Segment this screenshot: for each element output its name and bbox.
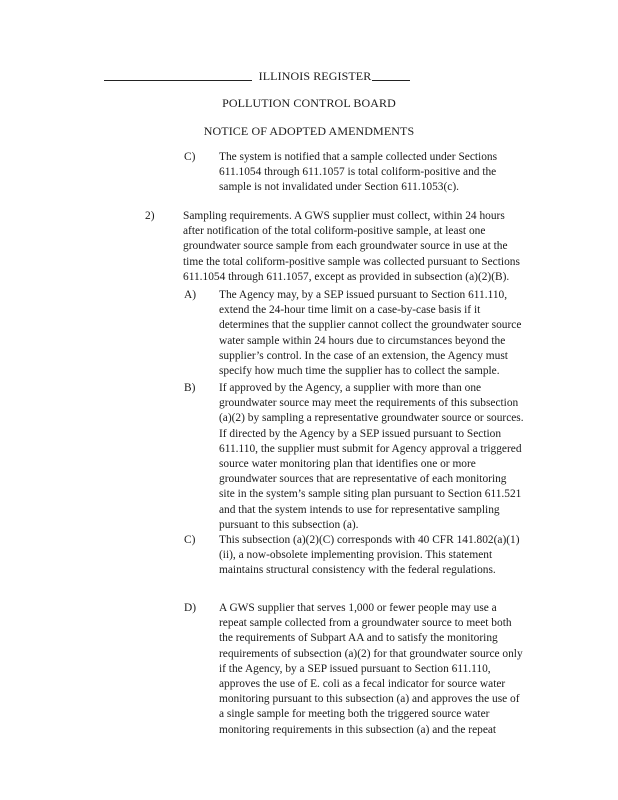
item-label: 2) xyxy=(145,210,155,222)
item-label: B) xyxy=(184,382,196,394)
item-label: D) xyxy=(184,602,197,614)
item-text: The Agency may, by a SEP issued pursuant to Section 611.110, extend the 24-hour time limit on a case-by-case basis if it determines that the supplier cannot collect the groundwater source water sample within 24 hours due to circumstances beyond the supplier’s control. In the case of an extension, the Agency must specify how much time the supplier has to collect the sample. xyxy=(219,289,522,378)
item-text: A GWS supplier that serves 1,000 or fewer people may use a repeat sample collected from a groundwater source to meet both the requirements of Subpart AA and to satisfy the monitoring requirements of subsection (a)(2) for that groundwater source only if the Agency, by a SEP issued pursuant to Section 611.110, approves the use of E. coli as a fecal indicator for source water monitoring pursuant to this subsection (a) and approves the use of a single sample for meeting both the triggered source water monitoring requirements in this subsection (a) and the repeat xyxy=(219,602,523,736)
item-label: A) xyxy=(184,289,197,301)
register-title: ILLINOIS REGISTER xyxy=(258,69,372,83)
item-text: This subsection (a)(2)(C) corresponds with 40 CFR 141.802(a)(1)(ii), a now-obsolete implementing provision. This statement maintains structural consistency with the federal regulations. xyxy=(219,534,520,577)
item-label: C) xyxy=(184,151,196,163)
item-text: Sampling requirements. A GWS supplier must collect, within 24 hours after notification of the total coliform-positive sample, at least one groundwater source sample from each groundwater source in use at the time the total coliform-positive sample was collected pursuant to Sections 611.1054 through 611.1057, except as provided in subsection (a)(2)(B). xyxy=(183,210,520,283)
board-title: POLLUTION CONTROL BOARD xyxy=(222,96,396,110)
notice-title: NOTICE OF ADOPTED AMENDMENTS xyxy=(203,124,415,138)
item-text: The system is notified that a sample collected under Sections 611.1054 through 611.1057 is total coliform-positive and the sample is not invalidated under Section 611.1053(c). xyxy=(219,151,498,194)
item-text: If approved by the Agency, a supplier with more than one groundwater source may meet the requirements of this subsection (a)(2) by sampling a representative groundwater source or sources. If directed by the Agency by a SEP issued pursuant to Section 611.110, the supplier must submit for Agency approval a triggered source water monitoring plan that identifies one or more groundwater sources that are representative of each monitoring site in the system’s sample siting plan pursuant to Section 611.521 and that the system intends to use for representative sampling pursuant to this subsection (a). xyxy=(219,382,524,531)
item-label: C) xyxy=(184,534,196,546)
